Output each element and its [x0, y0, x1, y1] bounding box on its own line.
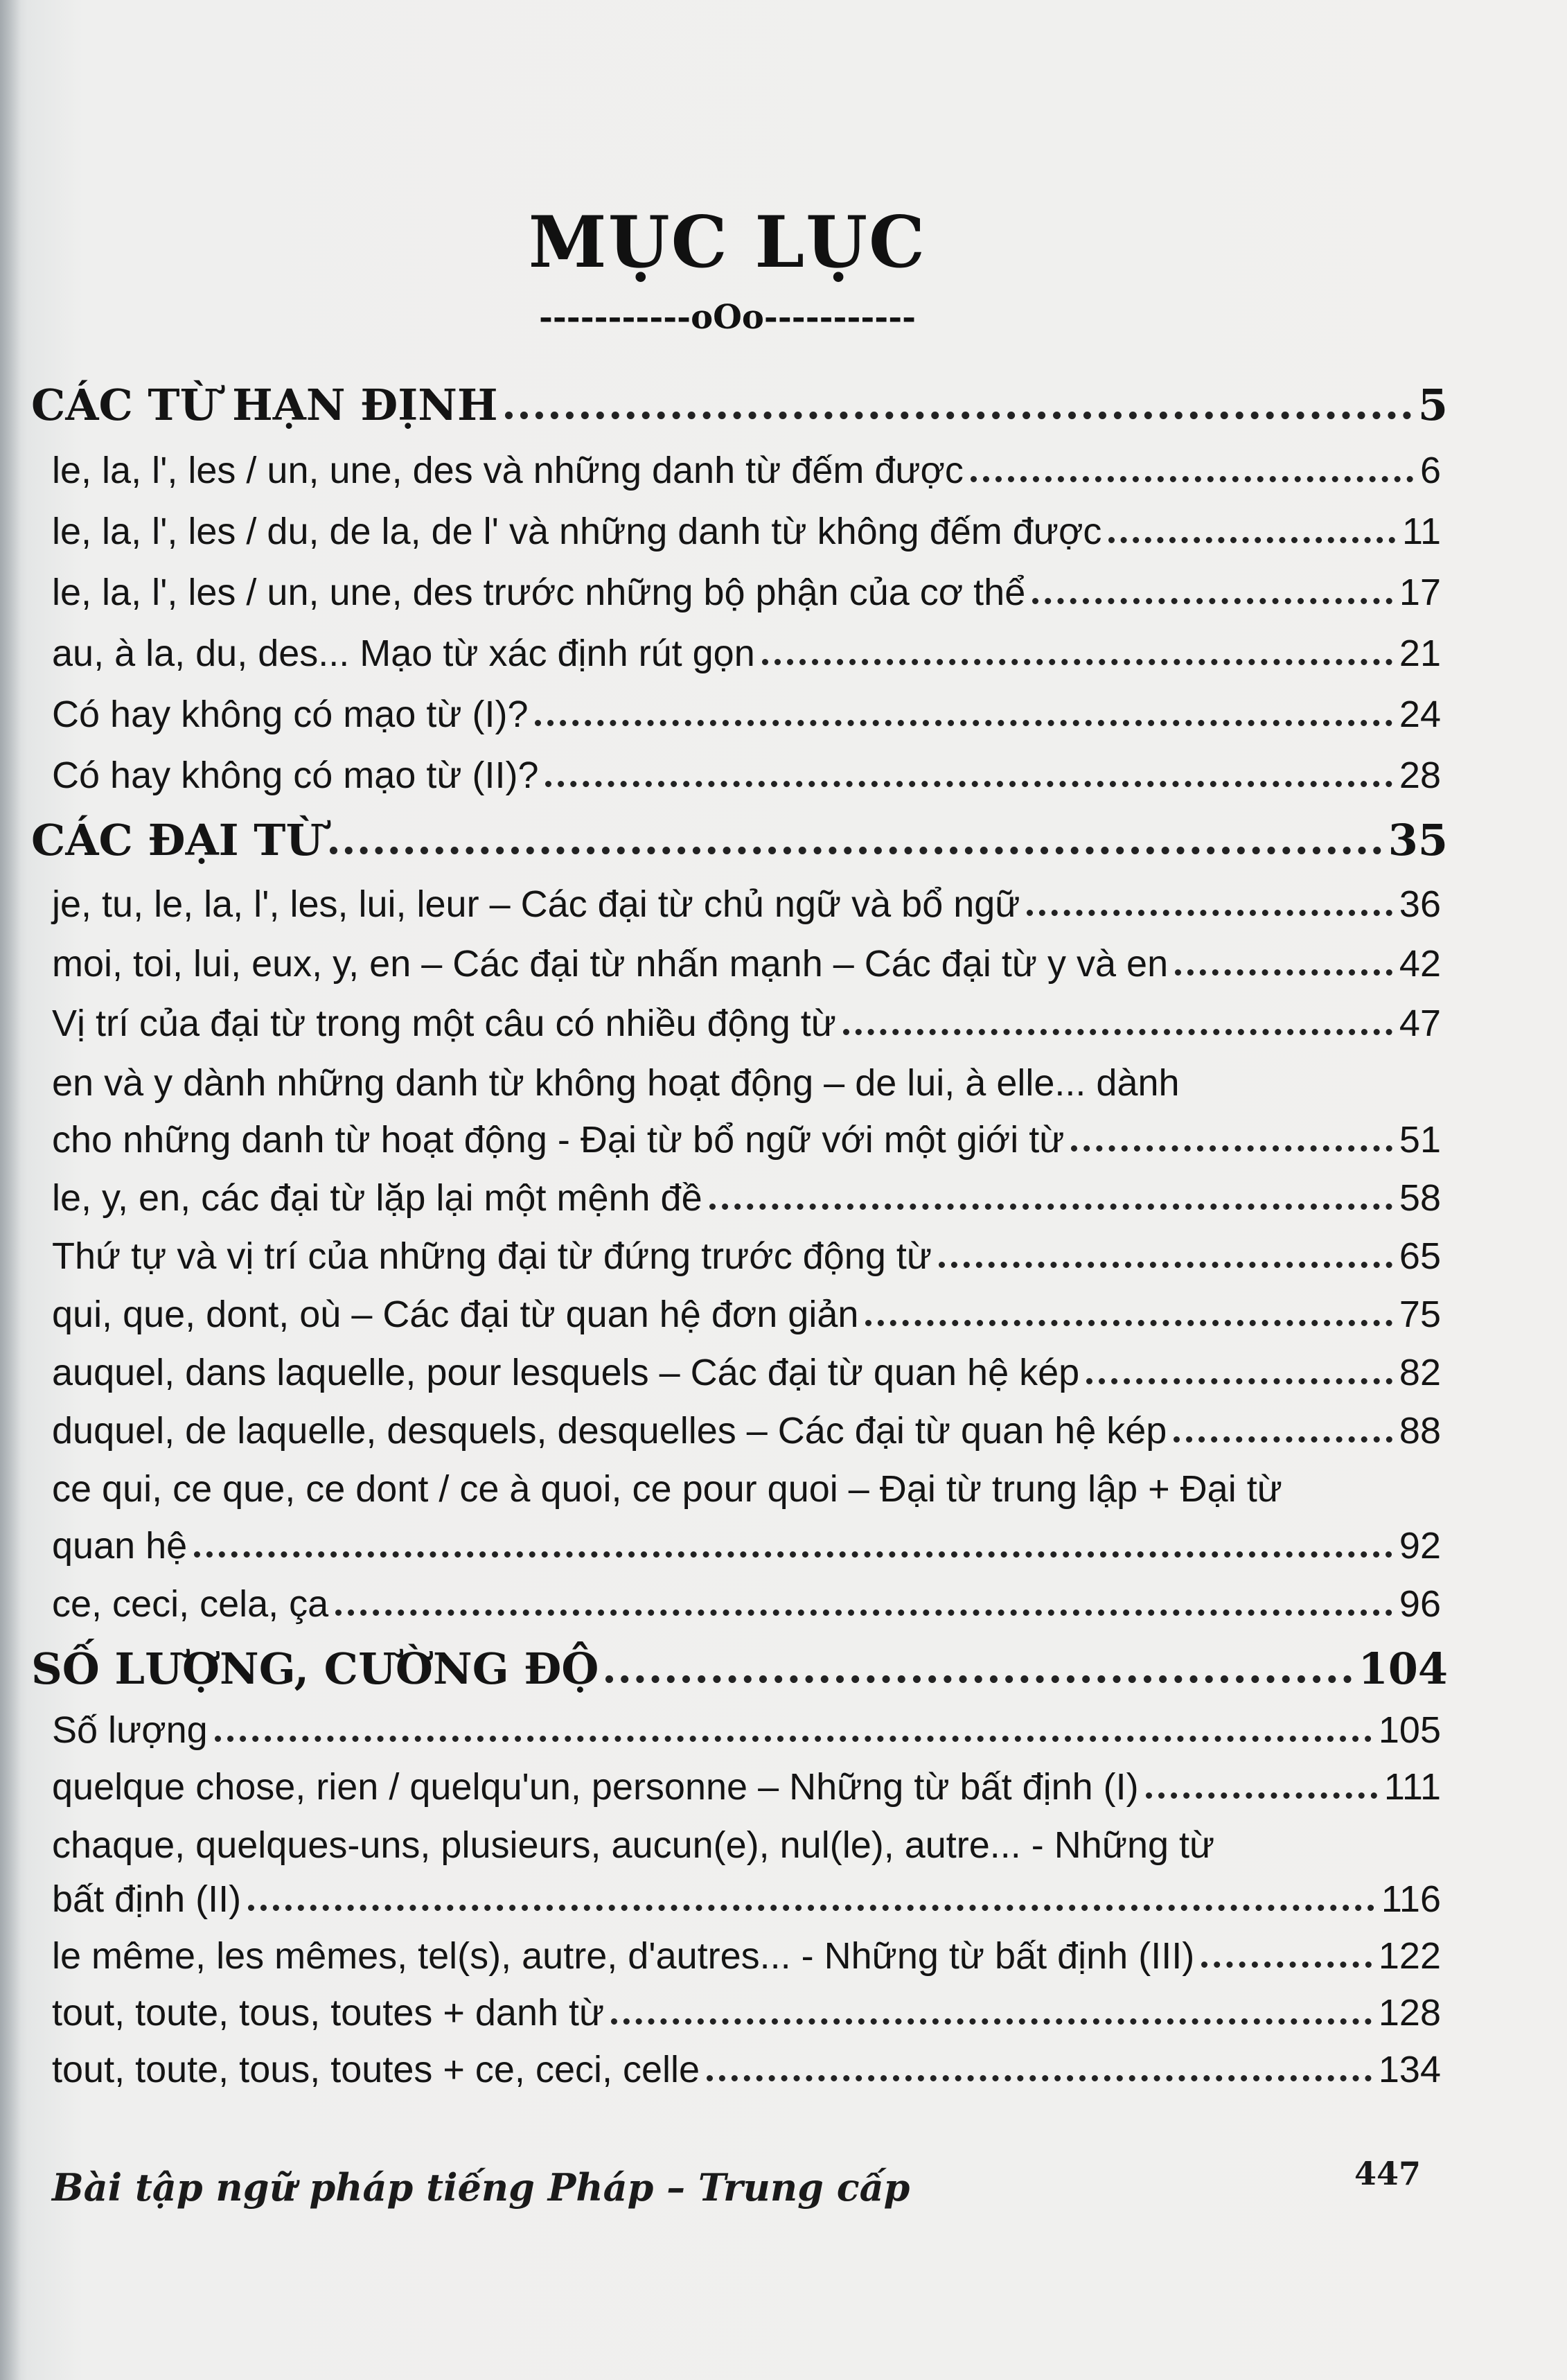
dot-leader [194, 1543, 1392, 1558]
toc-section[interactable] [31, 815, 1448, 865]
entry-page-number: 75 [1399, 1294, 1441, 1335]
dot-leader [545, 773, 1392, 787]
entry-title-first-line: chaque, quelques-uns, plusieurs, aucun(e), nul(le), autre... - Những từ [52, 1824, 1215, 1866]
section-title: CÁC TỪ HẠN ĐỊNH [31, 380, 498, 430]
dot-leader [611, 2010, 1372, 2025]
page-title: MỤC LỤC [528, 201, 927, 284]
dot-leader [505, 403, 1411, 419]
entry-title: qui, que, dont, où – Các đại từ quan hệ đơn giản [52, 1294, 859, 1335]
title-ornament: -----------oOo----------- [538, 298, 917, 337]
dot-leader [939, 1253, 1392, 1268]
dot-leader [1175, 961, 1392, 976]
toc-entry[interactable] [52, 883, 1441, 926]
toc-entry[interactable] [52, 2048, 1441, 2091]
entry-title: le, la, l', les / du, de la, de l' và những danh từ không đếm được [52, 511, 1102, 552]
entry-title: ce, ceci, cela, ça [52, 1583, 329, 1625]
entry-page-number: 28 [1399, 755, 1441, 796]
entry-page-number: 17 [1399, 572, 1441, 613]
toc-entry[interactable] [52, 1765, 1441, 1808]
dot-leader [1086, 1370, 1392, 1384]
toc-entry[interactable] [52, 449, 1441, 492]
dot-leader [971, 468, 1413, 482]
toc-entry[interactable] [52, 1351, 1441, 1394]
section-title: SỐ LƯỢNG, CƯỜNG ĐỘ [31, 1643, 599, 1694]
dot-leader [762, 651, 1392, 665]
entry-title: le, la, l', les / un, une, des trước những bộ phận của cơ thể [52, 572, 1026, 613]
dot-leader [1146, 1784, 1377, 1799]
toc-entry[interactable] [52, 1409, 1441, 1452]
entry-title: cho những danh từ hoạt động - Đại từ bổ ngữ với một giới từ [52, 1119, 1065, 1161]
dot-leader [1071, 1137, 1392, 1152]
entry-title: Số lượng [52, 1709, 208, 1751]
section-title: CÁC ĐẠI TỪ [31, 815, 324, 865]
toc-entry[interactable] [52, 693, 1441, 736]
entry-title: quelque chose, rien / quelqu'un, personne – Những từ bất định (I) [52, 1766, 1139, 1808]
entry-page-number: 11 [1401, 511, 1441, 552]
entry-page-number: 128 [1378, 1992, 1441, 2034]
dot-leader [1201, 1953, 1372, 1968]
toc-entry[interactable] [52, 1118, 1441, 1161]
toc-entry[interactable] [52, 1934, 1441, 1977]
entry-page-number: 134 [1378, 2049, 1441, 2090]
entry-title-first-line: en và y dành những danh từ không hoạt động – de lui, à elle... dành [52, 1062, 1180, 1104]
entry-title: le même, les mêmes, tel(s), autre, d'autres... - Những từ bất định (III) [52, 1935, 1195, 1977]
dot-leader [865, 1312, 1392, 1326]
section-page-number: 104 [1358, 1643, 1448, 1694]
toc-entry[interactable] [52, 1002, 1441, 1045]
entry-page-number: 122 [1378, 1935, 1441, 1977]
entry-page-number: 111 [1383, 1766, 1441, 1808]
dot-leader [709, 1195, 1392, 1210]
toc-entry[interactable] [52, 1235, 1441, 1278]
entry-page-number: 47 [1399, 1003, 1441, 1044]
entry-title: auquel, dans laquelle, pour lesquels – Các đại từ quan hệ kép [52, 1352, 1080, 1393]
entry-title: quan hệ [52, 1525, 188, 1567]
footer-book-title: Bài tập ngữ pháp tiếng Pháp – Trung cấp [52, 2165, 910, 2210]
entry-title: moi, toi, lui, eux, y, en – Các đại từ nhấn mạnh – Các đại từ y và en [52, 943, 1169, 985]
toc-entry[interactable] [52, 571, 1441, 614]
entry-page-number: 92 [1399, 1525, 1441, 1567]
toc-section[interactable] [31, 380, 1448, 430]
dot-leader [843, 1021, 1392, 1035]
toc-entry[interactable] [52, 754, 1441, 797]
entry-page-number: 82 [1399, 1352, 1441, 1393]
entry-title: tout, toute, tous, toutes + danh từ [52, 1992, 605, 2034]
entry-title: Vị trí của đại từ trong một câu có nhiều động từ [52, 1003, 836, 1044]
entry-page-number: 88 [1399, 1410, 1441, 1452]
entry-title: Có hay không có mạo từ (I)? [52, 694, 529, 735]
entry-page-number: 96 [1399, 1583, 1441, 1625]
entry-page-number: 65 [1399, 1235, 1441, 1277]
entry-title: bất định (II) [52, 1878, 242, 1920]
entry-title: duquel, de laquelle, desquels, desquelles – Các đại từ quan hệ kép [52, 1410, 1167, 1452]
dot-leader [1027, 901, 1392, 916]
entry-title: au, à la, du, des... Mạo từ xác định rút gọn [52, 633, 755, 674]
entry-page-number: 21 [1399, 633, 1441, 674]
entry-page-number: 42 [1399, 943, 1441, 985]
toc-entry[interactable] [52, 1709, 1441, 1752]
dot-leader [605, 1667, 1351, 1683]
entry-page-number: 36 [1399, 883, 1441, 925]
dot-leader [1032, 590, 1392, 604]
entry-page-number: 105 [1378, 1709, 1441, 1751]
dot-leader [215, 1727, 1372, 1742]
dot-leader [535, 712, 1392, 726]
toc-entry[interactable] [52, 942, 1441, 985]
toc-entry[interactable] [52, 1991, 1441, 2034]
entry-page-number: 51 [1399, 1119, 1441, 1161]
toc-entry[interactable] [52, 1293, 1441, 1336]
dot-leader [1108, 529, 1395, 543]
section-page-number: 35 [1388, 815, 1448, 865]
dot-leader [248, 1896, 1374, 1911]
dot-leader [707, 2067, 1372, 2081]
entry-page-number: 6 [1419, 450, 1441, 491]
entry-title: Thứ tự và vị trí của những đại từ đứng trước động từ [52, 1235, 932, 1277]
toc-entry[interactable] [52, 1878, 1441, 1921]
dot-leader [1174, 1428, 1392, 1443]
footer-page-number: 447 [1354, 2155, 1422, 2192]
toc-entry[interactable] [52, 632, 1441, 675]
entry-page-number: 58 [1399, 1177, 1441, 1219]
section-page-number: 5 [1417, 380, 1448, 430]
entry-page-number: 24 [1399, 694, 1441, 735]
entry-title: le, la, l', les / un, une, des và những danh từ đếm được [52, 450, 964, 491]
entry-title: le, y, en, các đại từ lặp lại một mệnh đề [52, 1177, 702, 1219]
toc-entry[interactable] [52, 1176, 1441, 1219]
toc-section[interactable] [31, 1643, 1448, 1694]
toc-entry[interactable] [52, 1524, 1441, 1567]
dot-leader [335, 1601, 1392, 1616]
entry-title: Có hay không có mạo từ (II)? [52, 755, 539, 796]
entry-title: je, tu, le, la, l', les, lui, leur – Các đại từ chủ ngữ và bổ ngữ [52, 883, 1020, 925]
toc-entry[interactable] [52, 510, 1441, 553]
entry-page-number: 116 [1381, 1878, 1441, 1920]
entry-title-first-line: ce qui, ce que, ce dont / ce à quoi, ce pour quoi – Đại từ trung lập + Đại từ [52, 1468, 1282, 1510]
dot-leader [330, 838, 1381, 854]
entry-title: tout, toute, tous, toutes + ce, ceci, celle [52, 2049, 700, 2090]
toc-entry[interactable] [52, 1583, 1441, 1625]
